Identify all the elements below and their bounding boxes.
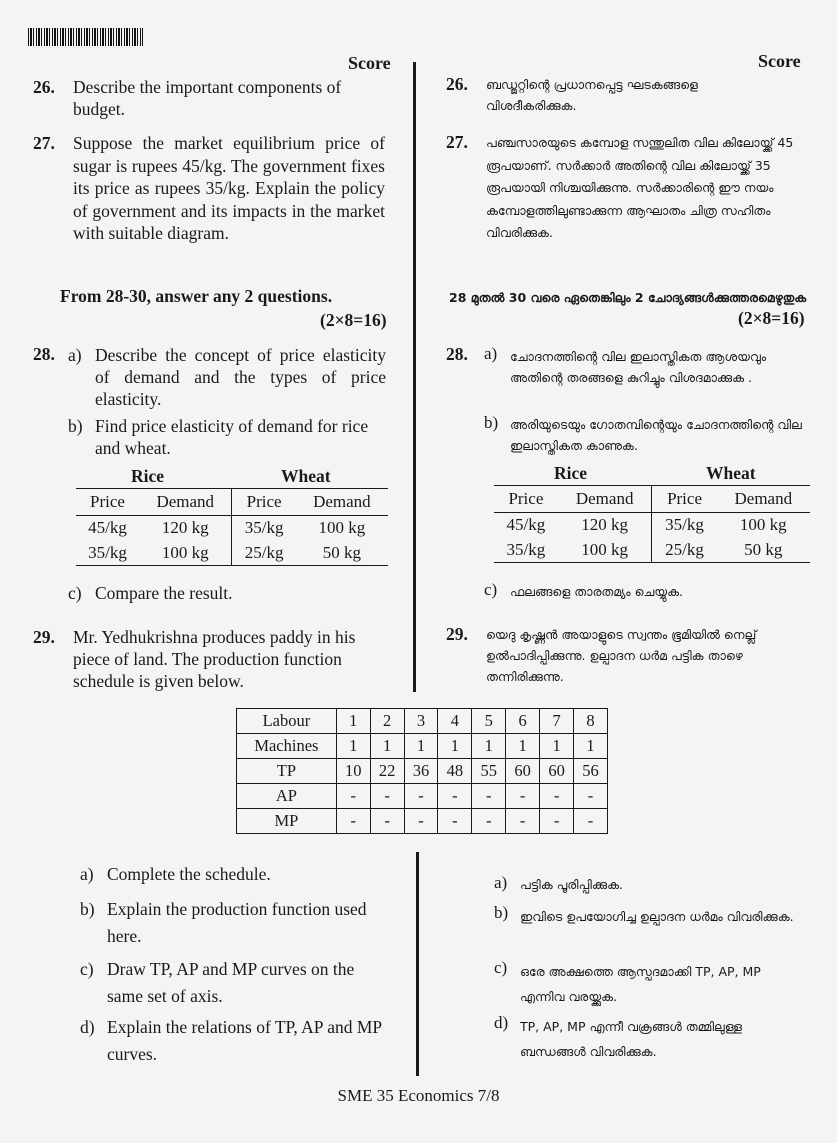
section-marks-ml: (2×8=16)	[738, 308, 805, 328]
header-cell: Price	[508, 489, 544, 508]
row-header-cell: Machines	[237, 734, 337, 759]
question-number: 27.	[33, 133, 55, 153]
question-28c-label-ml: c)	[484, 580, 498, 599]
table-cell: -	[438, 809, 472, 834]
table-cell: 8	[574, 709, 608, 734]
header-cell: Demand	[558, 486, 652, 513]
header-cell: Price	[246, 492, 282, 511]
row-header-cell: TP	[237, 759, 337, 784]
table-row	[237, 709, 608, 734]
table-cell: -	[404, 784, 438, 809]
row-header-cell: MP	[237, 809, 337, 834]
table-cell: -	[574, 809, 608, 834]
table-cell: 36	[404, 759, 438, 784]
elasticity-data-table	[76, 488, 388, 566]
table-cell: 55	[472, 759, 506, 784]
question-number: 29.	[33, 627, 55, 647]
question-26-number-ml: 26.	[446, 74, 468, 94]
table-cell: 1	[336, 734, 370, 759]
table-cell: -	[336, 784, 370, 809]
sub-text: Explain the production function used here.	[107, 899, 367, 946]
question-29b	[80, 896, 390, 950]
sub-label: c)	[68, 583, 82, 603]
table-row	[237, 759, 608, 784]
sub-label: b)	[68, 416, 83, 436]
section-instruction-ml: 28 മുതൽ 30 വരെ ഏതെങ്കിലും 2 ചോദ്യങ്ങൾക്കുത്തരമെഴുതുക	[449, 290, 807, 305]
question-29c-label-ml: c)	[494, 958, 508, 977]
production-schedule-table	[236, 708, 608, 834]
table-cell: 1	[540, 734, 574, 759]
question-29d-text-ml: TP, AP, MP എന്നീ വക്രങ്ങൾ തമ്മിലുള്ള ബന്ധങ്ങൾ വിവരിക്കുക.	[520, 1019, 742, 1059]
question-29b-label-ml: b)	[494, 903, 509, 922]
table-cell: -	[540, 809, 574, 834]
column-divider-lower	[416, 852, 419, 1076]
question-28a-label-ml: a)	[484, 344, 498, 363]
table-cell: 2	[370, 709, 404, 734]
table-cell: 6	[506, 709, 540, 734]
table-row	[237, 809, 608, 834]
column-divider	[413, 62, 416, 692]
sub-text: Explain the relations of TP, AP and MP curves.	[107, 1017, 382, 1064]
table-cell: 35/kg	[506, 539, 546, 559]
table-cell: 5	[472, 709, 506, 734]
question-29c	[80, 956, 390, 1010]
section-marks: (2×8=16)	[320, 310, 387, 330]
question-29a	[80, 863, 390, 885]
table-cell: -	[506, 784, 540, 809]
question-29d-label-ml: d)	[494, 1013, 509, 1032]
row-header-cell: AP	[237, 784, 337, 809]
sub-label: a)	[80, 864, 94, 884]
table-cell: -	[472, 784, 506, 809]
question-28b-label-ml: b)	[484, 413, 499, 432]
question-29-text-ml: യെദു കൃഷ്ണൻ അയാളുടെ സ്വന്തം ഭൂമിയിൽ നെല്ല് ഉൽപാദിപ്പിക്കുന്നു. ഉല്പാദന ധർമ പട്ടിക താഴെ തന്നിരിക്കുന്നു.	[486, 627, 757, 684]
question-28b-text-ml: അരിയുടെയും ഗോതമ്പിന്റെയും ചോദനത്തിന്റെ വില ഇലാസ്തികത കാണുക.	[510, 417, 802, 453]
table-cell: 100 kg	[139, 541, 232, 566]
table-cell: 10	[336, 759, 370, 784]
table-cell: 25/kg	[665, 539, 704, 559]
table-cell: 4	[438, 709, 472, 734]
table-cell: -	[540, 784, 574, 809]
table-cell: -	[574, 784, 608, 809]
question-28c-text-ml: ഫലങ്ങളെ താരതമ്യം ചെയ്യുക.	[510, 584, 683, 599]
question-28a	[68, 344, 386, 410]
question-text: Mr. Yedhukrishna produces paddy in his piece of land. The production function schedule is given below.	[73, 627, 356, 691]
section-instruction: From 28-30, answer any 2 questions.	[60, 286, 333, 306]
table-cell: -	[370, 809, 404, 834]
table-cell: 50 kg	[744, 539, 783, 559]
table-row	[237, 734, 608, 759]
elasticity-data-table	[494, 485, 810, 563]
sub-text: Complete the schedule.	[107, 864, 271, 884]
group-wheat: Wheat	[281, 466, 331, 486]
sub-text: Find price elasticity of demand for rice and wheat.	[95, 416, 369, 458]
question-28-number-ml: 28.	[446, 344, 468, 364]
table-cell: 60	[540, 759, 574, 784]
question-28-number: 28.	[33, 344, 55, 364]
sub-label: d)	[80, 1017, 95, 1037]
table-cell: 35/kg	[88, 542, 127, 562]
table-cell: 7	[540, 709, 574, 734]
elasticity-table-left	[76, 466, 388, 566]
question-27	[33, 132, 385, 245]
group-wheat: Wheat	[706, 463, 756, 483]
table-cell: 1	[472, 734, 506, 759]
question-28c	[68, 582, 386, 604]
table-cell: 100 kg	[558, 538, 652, 563]
sub-label: b)	[80, 899, 95, 919]
question-text: Describe the important components of budget.	[73, 77, 342, 119]
sub-text: Describe the concept of price elasticity of demand and the types of price elasticity.	[95, 345, 386, 409]
table-cell: 100 kg	[318, 518, 366, 538]
table-cell: 35/kg	[665, 515, 704, 535]
question-29a-label-ml: a)	[494, 873, 508, 892]
question-text: Suppose the market equilibrium price of sugar is rupees 45/kg. The government fixes its price as rupees 35/kg. Explain the policy of government and its impacts in the market with suitable diagram.	[73, 133, 385, 243]
table-cell: -	[336, 809, 370, 834]
table-cell: -	[472, 809, 506, 834]
table-cell: 120 kg	[558, 513, 652, 538]
page-footer: SME 35 Economics 7/8	[337, 1086, 500, 1105]
question-28a-text-ml: ചോദനത്തിന്റെ വില ഇലാസ്തികത ആശയവും അതിന്റെ തരങ്ങളെ കുറിച്ചും വിശദമാക്കുക .	[510, 349, 767, 385]
table-cell: 120 kg	[139, 516, 232, 541]
group-rice: Rice	[554, 463, 588, 483]
table-cell: 1	[370, 734, 404, 759]
table-cell: -	[438, 784, 472, 809]
question-27-text-ml: പഞ്ചസാരയുടെ കമ്പോള സന്തുലിത വില കിലോയ്ക്ക് 45 രൂപയാണ്. സർക്കാർ അതിന്റെ വില കിലോയ്ക്ക് 35 രൂപയായി നിശ്ചയിക്കുന്നു. സർക്കാരിന്റെ ഈ നയം കമ്പോളത്തിലുണ്ടാക്കുന്ന ആഘാതം ചിത്ര സഹിതം വിവരിക്കുക.	[486, 135, 794, 240]
row-header-cell: Labour	[237, 709, 337, 734]
table-cell: 1	[438, 734, 472, 759]
barcode	[28, 28, 143, 46]
table-cell: 50 kg	[322, 542, 362, 562]
question-28b	[68, 415, 386, 459]
table-cell: 1	[336, 709, 370, 734]
question-26	[33, 76, 385, 120]
question-26-text-ml: ബഡ്ജറ്റിന്റെ പ്രധാനപ്പെട്ട ഘടകങ്ങളെ വിശദീകരിക്കുക.	[486, 77, 698, 113]
table-cell: 3	[404, 709, 438, 734]
sub-text: Draw TP, AP and MP curves on the same set of axis.	[107, 959, 355, 1006]
table-cell: 60	[506, 759, 540, 784]
header-cell: Price	[90, 492, 125, 511]
sub-label: c)	[80, 959, 94, 979]
table-cell: 1	[404, 734, 438, 759]
question-29-number-ml: 29.	[446, 624, 468, 644]
table-cell: 1	[574, 734, 608, 759]
header-cell: Price	[667, 489, 702, 508]
sub-text: Compare the result.	[95, 583, 233, 603]
question-27-number-ml: 27.	[446, 132, 468, 152]
table-cell: 1	[506, 734, 540, 759]
table-cell: 56	[574, 759, 608, 784]
table-cell: 45/kg	[88, 518, 127, 538]
score-label-left: Score	[348, 53, 391, 73]
table-cell: 100 kg	[739, 515, 787, 535]
table-cell: 22	[370, 759, 404, 784]
table-cell: 48	[438, 759, 472, 784]
table-row	[237, 784, 608, 809]
question-29	[33, 626, 385, 692]
table-cell: -	[506, 809, 540, 834]
question-29c-text-ml: ഒരേ അക്ഷത്തെ ആസ്പദമാക്കി TP, AP, MP എന്നിവ വരയ്ക്കുക.	[520, 964, 761, 1004]
table-cell: 45/kg	[506, 515, 546, 535]
header-cell: Demand	[313, 492, 371, 511]
question-29d	[80, 1014, 390, 1068]
sub-label: a)	[68, 345, 82, 365]
table-cell: 25/kg	[244, 542, 284, 562]
score-label-right: Score	[758, 51, 801, 71]
table-cell: -	[404, 809, 438, 834]
elasticity-table-right	[494, 463, 810, 563]
question-29a-text-ml: പട്ടിക പൂരിപ്പിക്കുക.	[520, 877, 623, 892]
group-rice: Rice	[131, 466, 165, 486]
header-cell: Demand	[734, 489, 793, 508]
question-29b-text-ml: ഇവിടെ ഉപയോഗിച്ച ഉല്പാദന ധർമം വിവരിക്കുക.	[520, 909, 794, 924]
header-cell: Demand	[139, 489, 232, 516]
table-cell: 35/kg	[244, 518, 284, 538]
table-cell: -	[370, 784, 404, 809]
question-number: 26.	[33, 77, 55, 97]
